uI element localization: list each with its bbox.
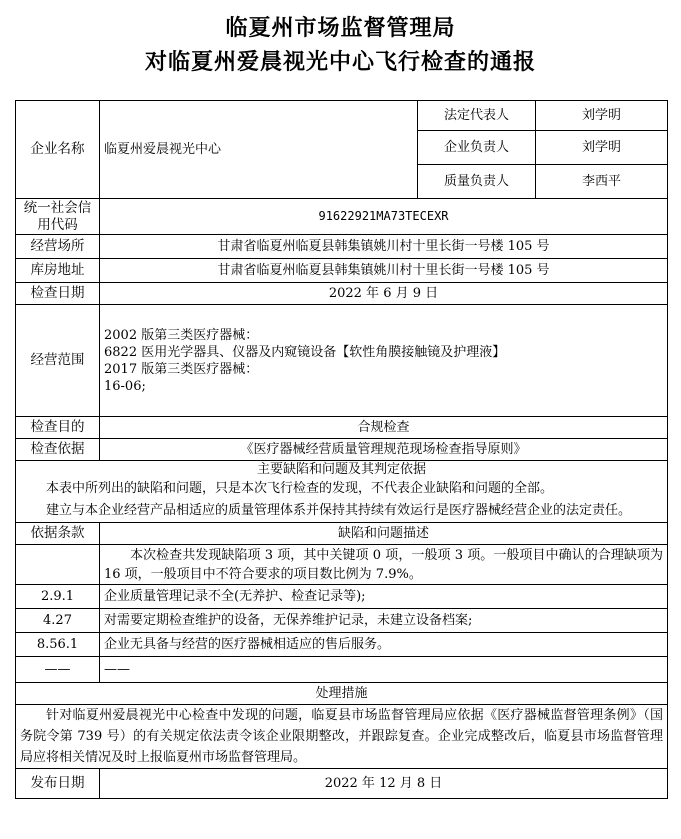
scope-line: 6822 医用光学器具、仪器及内窥镜设备【软性角膜接触镜及护理液】 <box>104 344 506 360</box>
enterprise-name-label: 企业名称 <box>16 101 100 199</box>
defects-para-2: 建立与本企业经营产品相适应的质量管理体系并保持其持续有效运行是医疗器械经营企业的法定责任。 <box>46 503 632 518</box>
principal-label: 企业负责人 <box>418 131 536 165</box>
credit-code-value: 91622921MA73TECEXR <box>100 199 668 235</box>
document-title <box>0 0 681 80</box>
defects-para-1: 本表中所列出的缺陷和问题，只是本次飞行检查的发现，不代表企业缺陷和问题的全部。 <box>46 481 554 496</box>
defects-heading: 主要缺陷和问题及其判定依据 <box>256 462 426 477</box>
legal-rep-value: 刘学明 <box>536 101 668 131</box>
defects-intro <box>16 461 668 523</box>
title-line-1: 临夏州市场监督管理局 <box>225 16 456 41</box>
purpose-label: 检查目的 <box>16 417 100 439</box>
clause-column-header: 依据条款 <box>16 523 100 545</box>
purpose-value: 合规检查 <box>100 417 668 439</box>
inspection-date-label: 检查日期 <box>16 283 100 305</box>
scope-line: 2017 版第三类医疗器械： <box>104 361 259 377</box>
business-scope-label: 经营范围 <box>16 305 100 417</box>
scope-line: 16-06; <box>104 378 146 394</box>
quality-label: 质量负责人 <box>418 165 536 199</box>
inspection-date-value: 2022 年 6 月 9 日 <box>100 283 668 305</box>
summary-clause-cell <box>16 545 100 585</box>
title-line-2: 对临夏州爱晨视光中心飞行检查的通报 <box>144 50 536 75</box>
measures-text: 针对临夏州爱晨视光中心检查中发现的问题，临夏县市场监督管理局应依据《医疗器械监督管理条例》（国务院令第 739 号）的有关规定依法责令该企业限期整改，并跟踪复查。企业完成整改后，临夏县市场监督管理局应将相关情况及时上报临夏州市场监督管理局。 <box>16 705 668 769</box>
clause-cell: 2.9.1 <box>16 585 100 609</box>
business-address-value: 甘肃省临夏州临夏县韩集镇姚川村十里长街一号楼 105 号 <box>100 235 668 259</box>
desc-cell: —— <box>100 657 668 683</box>
clause-cell: —— <box>16 657 100 683</box>
desc-cell: 企业无具备与经营的医疗器械相适应的售后服务。 <box>100 633 668 657</box>
scope-line: 2002 版第三类医疗器械： <box>104 327 259 343</box>
measures-heading: 处理措施 <box>16 683 668 705</box>
defects-summary: 本次检查共发现缺陷项 3 项，其中关键项 0 项，一般项 3 项。一般项目中确认的合理缺项为 16 项，一般项目中不符合要求的项目数比例为 7.9%。 <box>100 545 668 585</box>
clause-cell: 8.56.1 <box>16 633 100 657</box>
desc-cell: 企业质量管理记录不全(无养护、检查记录等); <box>100 585 668 609</box>
quality-value: 李西平 <box>536 165 668 199</box>
legal-rep-label: 法定代表人 <box>418 101 536 131</box>
basis-label: 检查依据 <box>16 439 100 461</box>
publish-date-label: 发布日期 <box>16 769 100 799</box>
business-scope-value <box>100 305 668 417</box>
principal-value: 刘学明 <box>536 131 668 165</box>
desc-column-header: 缺陷和问题描述 <box>100 523 668 545</box>
table-row <box>16 657 668 683</box>
table-row <box>16 609 668 633</box>
inspection-report-table <box>15 100 668 799</box>
enterprise-name-value: 临夏州爱晨视光中心 <box>100 101 418 199</box>
basis-value: 《医疗器械经营质量管理规范现场检查指导原则》 <box>100 439 668 461</box>
business-address-label: 经营场所 <box>16 235 100 259</box>
publish-date-value: 2022 年 12 月 8 日 <box>100 769 668 799</box>
table-row <box>16 633 668 657</box>
clause-cell: 4.27 <box>16 609 100 633</box>
credit-code-label: 统一社会信用代码 <box>16 199 100 235</box>
warehouse-address-value: 甘肃省临夏州临夏县韩集镇姚川村十里长街一号楼 105 号 <box>100 259 668 283</box>
desc-cell: 对需要定期检查维护的设备，无保养维护记录，未建立设备档案; <box>100 609 668 633</box>
table-row <box>16 585 668 609</box>
warehouse-address-label: 库房地址 <box>16 259 100 283</box>
